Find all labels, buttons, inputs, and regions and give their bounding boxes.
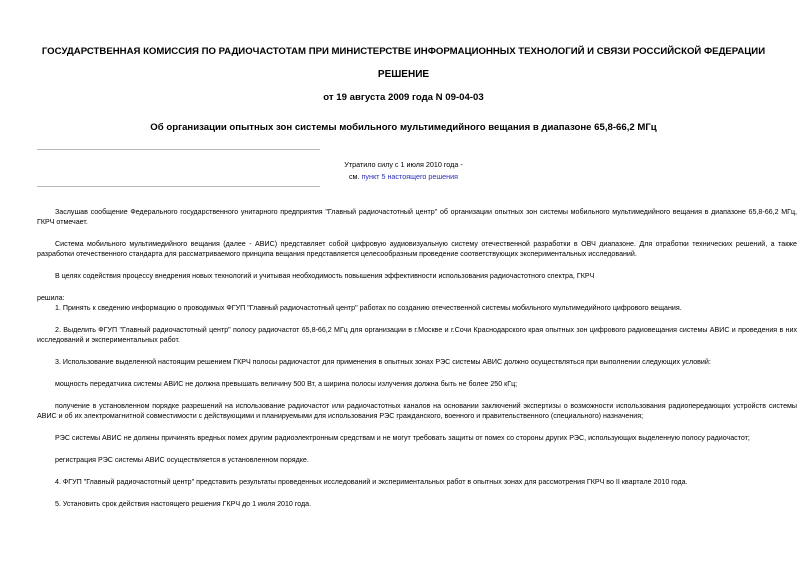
divider-top: [37, 149, 320, 150]
item-3: 3. Использование выделенной настоящим решением ГКРЧ полосы радиочастот для применения в опытных зонах РЭС системы АВИС должно осуществляться при выполнении следующих условий:: [55, 358, 711, 366]
item-4: 4. ФГУП "Главный радиочастотный центр" представить результаты проведенных исследований и экспериментальных работ в опытных зонах для рассмотрения ГКРЧ во II квартале 2010 года.: [55, 478, 688, 486]
item-1: 1. Принять к сведению информацию о проводимых ФГУП "Главный радиочастотный центр" работах по созданию отечественной системы мобильного мультимедийного цифрового вещания.: [55, 304, 682, 312]
condition-4: регистрация РЭС системы АВИС осуществляется в установленном порядке.: [55, 456, 309, 464]
decided-label: решила:: [37, 294, 65, 302]
paragraph-2: Система мобильного мультимедийного вещания (далее - АВИС) представляет собой цифровую аудиовизуальную систему отечественной разработки в ОВЧ диапазоне. Для отработки технических решений, а также разработки отечественного стандарта для рассматриваемого принципа вещания представляется целесообразным проведение соответствующих экспериментальных исследований.: [37, 240, 797, 258]
document-body: [37, 207, 797, 509]
item-2: 2. Выделить ФГУП "Главный радиочастотный центр" полосу радиочастот 65,8-66,2 МГц для организации в г.Москве и г.Сочи Краснодарского края опытных зон цифрового радиовещания системы АВИС и проведения в них исследований и экспериментальных работ.: [37, 326, 797, 344]
document-title: Об организации опытных зон системы мобильного мультимедийного вещания в диапазоне 65,8-66,2 МГц: [150, 122, 657, 133]
divider-bottom: [37, 186, 320, 187]
status-note-line2: [0, 171, 807, 183]
condition-3: РЭС системы АВИС не должны причинять вредных помех другим радиоэлектронным средствам и не могут требовать защиты от помех со стороны других РЭС, использующих выделенную полосу радиочастот;: [55, 434, 750, 442]
item-5: 5. Установить срок действия настоящего решения ГКРЧ до 1 июля 2010 года.: [55, 500, 312, 508]
status-note-prefix: см.: [348, 172, 362, 181]
status-note-link[interactable]: пункт 5 настоящего решения: [361, 172, 459, 181]
paragraph-1: Заслушав сообщение Федерального государственного унитарного предприятия "Главный радиочастотный центр" об организации опытных зон системы мобильного мультимедийного вещания в диапазоне 65,8-66,2 МГц, ГКРЧ отмечает.: [37, 208, 797, 226]
document-date-number: от 19 августа 2009 года N 09-04-03: [323, 92, 484, 103]
status-note-line1: Утратило силу с 1 июля 2010 года -: [344, 160, 463, 169]
paragraph-3: В целях содействия процессу внедрения новых технологий и учитывая необходимость повышения эффективности использования радиочастотного спектра, ГКРЧ: [55, 272, 595, 280]
issuing-authority: ГОСУДАРСТВЕННАЯ КОМИССИЯ ПО РАДИОЧАСТОТАМ ПРИ МИНИСТЕРСТВЕ ИНФОРМАЦИОННЫХ ТЕХНОЛОГИЙ И СВЯЗИ РОССИЙСКОЙ ФЕДЕРАЦИИ: [41, 46, 766, 57]
condition-1: мощность передатчика системы АВИС не должна превышать величину 500 Вт, а ширина полосы излучения должна быть не более 250 кГц;: [55, 380, 518, 388]
condition-2: получение в установленном порядке разрешений на использование радиочастот или радиочастотных каналов на основании заключений экспертизы о возможности использования радиопередающих устройств системы АВИС и об их электромагнитной совместимости с действующими и планируемыми для использования РЭС гражданского, военного и правительственного (специального) назначения;: [37, 402, 797, 420]
document-type: РЕШЕНИЕ: [377, 69, 430, 80]
